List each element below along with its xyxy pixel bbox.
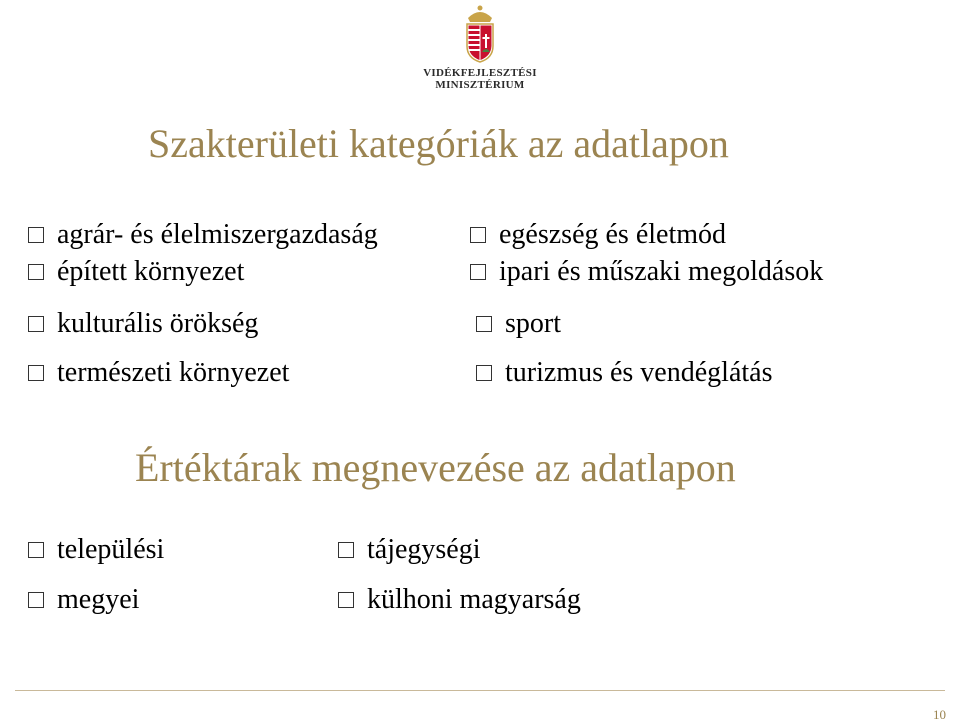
checkbox-icon [470,227,486,243]
title-registries: Értéktárak megnevezése az adatlapon [135,445,736,490]
checkbox-icon [28,227,44,243]
category-item [28,357,289,389]
registry-label: külhoni magyarság [367,584,581,615]
category-label: turizmus és vendéglátás [505,357,773,388]
registry-item [338,534,481,566]
registry-label: települési [57,534,165,565]
category-item [28,308,258,340]
checkbox-icon [476,316,492,332]
checkbox-icon [476,365,492,381]
hungarian-coat-of-arms-icon [463,4,497,64]
checkbox-icon [28,592,44,608]
footer-divider [15,690,945,691]
checkbox-icon [28,316,44,332]
category-label: egészség és életmód [499,219,727,250]
checkbox-icon [470,264,486,280]
checkbox-icon [338,592,354,608]
category-item [476,357,772,389]
category-item [476,308,561,340]
registry-item [338,584,581,616]
category-item [470,256,823,288]
category-label: épített környezet [57,256,245,287]
ministry-name-line2: MINISZTÉRIUM [435,79,525,91]
registry-item [28,534,164,566]
title-categories: Szakterületi kategóriák az adatlapon [148,121,729,166]
page-number: 10 [933,707,946,722]
category-label: kulturális örökség [57,308,259,339]
category-item [28,256,244,288]
checkbox-icon [28,365,44,381]
category-item [470,219,726,251]
checkbox-icon [28,542,44,558]
category-label: ipari és műszaki megoldások [499,256,824,287]
registry-label: tájegységi [367,534,481,565]
ministry-logo [420,4,540,96]
category-item [28,219,378,251]
registry-item [28,584,139,616]
category-label: természeti környezet [57,357,290,388]
checkbox-icon [28,264,44,280]
registry-label: megyei [57,584,140,615]
ministry-name [420,67,540,91]
category-label: sport [505,308,561,339]
category-label: agrár- és élelmiszergazdaság [57,219,378,250]
ministry-name-line1: VIDÉKFEJLESZTÉSI [423,67,537,79]
checkbox-icon [338,542,354,558]
